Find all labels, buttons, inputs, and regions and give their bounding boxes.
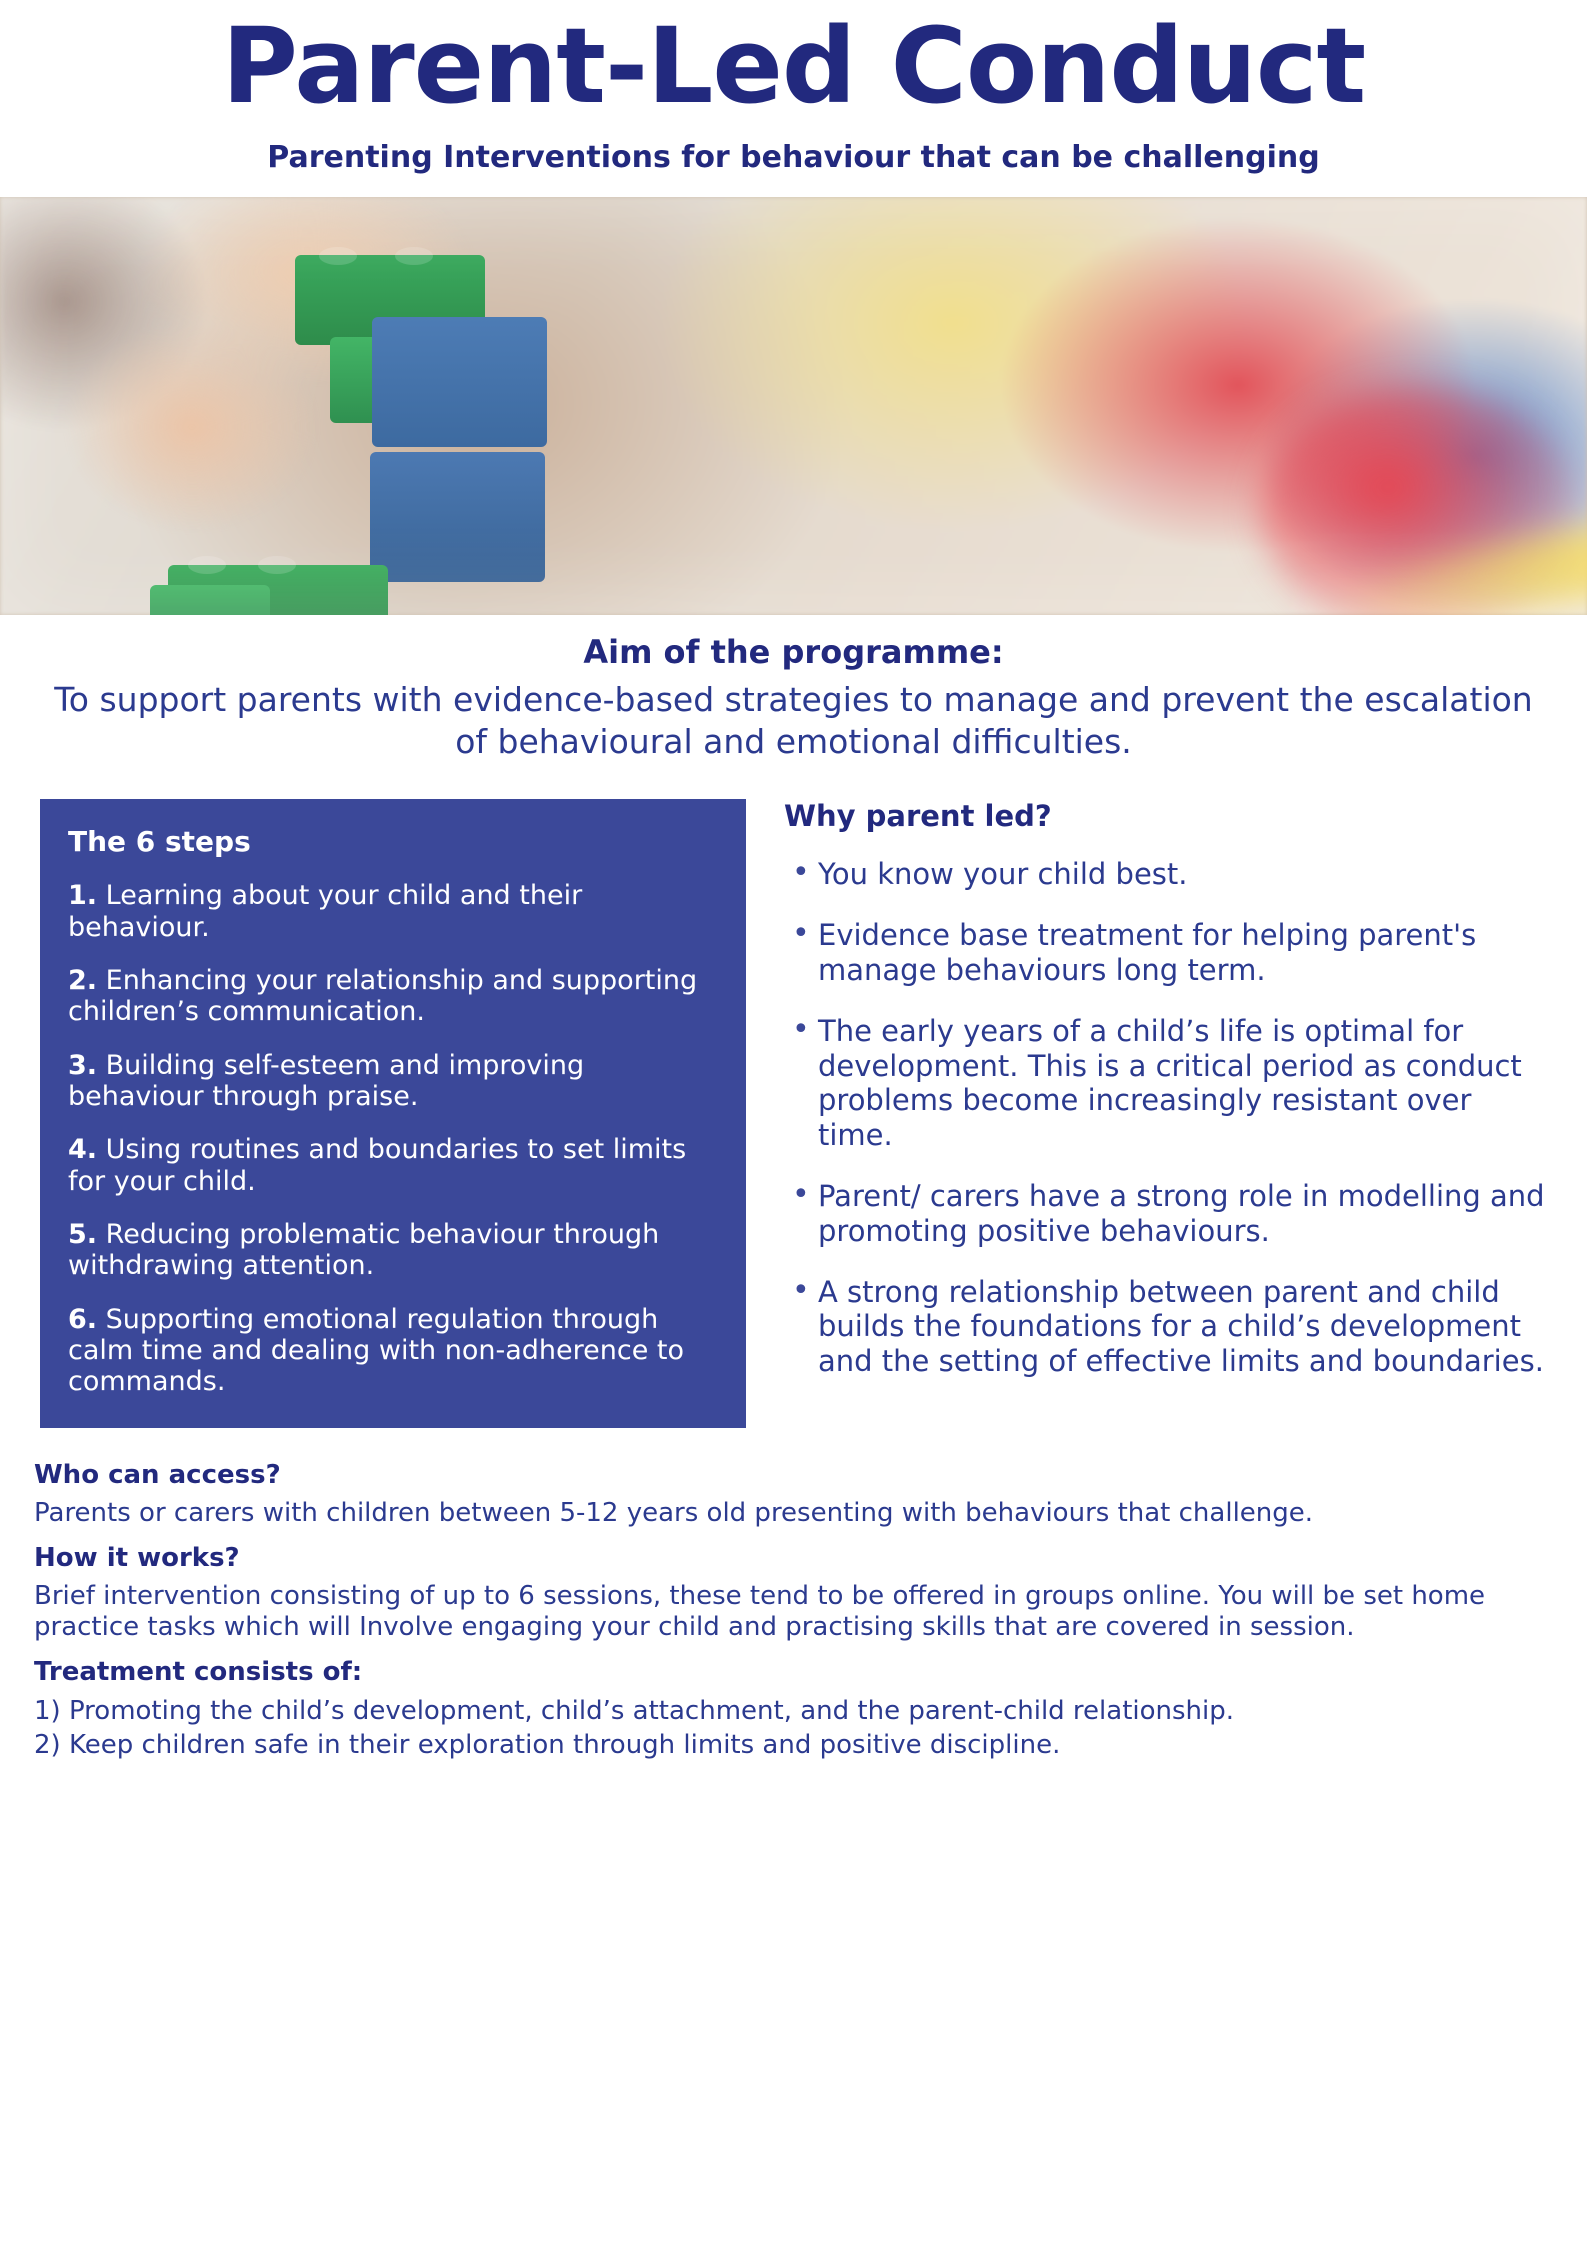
why-parent-led-panel	[746, 799, 1549, 1405]
list-item: • A strong relationship between parent and child builds the foundations for a child’s development and the setting of effective limits and boundaries.	[784, 1275, 1549, 1379]
main-two-column	[0, 799, 1587, 1427]
list-item: • Evidence base treatment for helping parent's manage behaviours long term.	[784, 918, 1549, 988]
step-number: 6.	[68, 1303, 98, 1335]
step-number: 1.	[68, 880, 98, 912]
who-can-access-heading: Who can access?	[34, 1459, 281, 1490]
treatment-line: 2) Keep children safe in their exploration through limits and positive discipline.	[34, 1729, 1061, 1760]
step-text: Enhancing your relationship and supporting children’s communication.	[68, 965, 698, 1028]
step-number: 5.	[68, 1218, 98, 1250]
who-can-access-body: Parents or carers with children between 5-12 years old presenting with behaviours that challenge.	[34, 1497, 1314, 1528]
list-item: • The early years of a child’s life is optimal for development. This is a critical period as conduct problems become increasingly resistant over time.	[784, 1014, 1549, 1153]
why-parent-led-list	[784, 857, 1549, 1379]
step-item	[68, 965, 718, 1028]
step-item	[68, 1219, 718, 1282]
hero-image	[0, 197, 1587, 615]
step-item	[68, 1304, 718, 1398]
step-item	[68, 1134, 718, 1197]
step-item	[68, 1050, 718, 1113]
hero-vignette	[0, 197, 1587, 615]
treatment-line: 1) Promoting the child’s development, child’s attachment, and the parent-child relationship.	[34, 1696, 1235, 1727]
aim-body: To support parents with evidence-based strategies to manage and prevent the escalation of behavioural and emotional difficulties.	[54, 680, 1533, 762]
step-text: Using routines and boundaries to set limits for your child.	[68, 1134, 687, 1197]
bottom-sections	[0, 1428, 1587, 1763]
page-title: Parent-Led Conduct	[221, 5, 1366, 127]
list-item: • You know your child best.	[784, 857, 1549, 892]
step-number: 2.	[68, 965, 98, 997]
step-text: Learning about your child and their behaviour.	[68, 880, 583, 943]
how-it-works-body: Brief intervention consisting of up to 6 sessions, these tend to be offered in groups online. You will be set home practice tasks which will Involve engaging your child and practising skills that are covered in session.	[34, 1580, 1486, 1642]
step-number: 3.	[68, 1049, 98, 1081]
treatment-heading: Treatment consists of:	[34, 1657, 363, 1688]
six-steps-panel	[40, 799, 746, 1427]
step-text: Building self-esteem and improving behaviour through praise.	[68, 1049, 585, 1113]
six-steps-title: The 6 steps	[68, 825, 251, 859]
step-item	[68, 880, 718, 943]
page-subtitle: Parenting Interventions for behaviour that can be challenging	[267, 140, 1320, 175]
list-item: • Parent/ carers have a strong role in modelling and promoting positive behaviours.	[784, 1179, 1549, 1249]
how-it-works-heading: How it works?	[34, 1542, 240, 1573]
aim-heading: Aim of the programme:	[583, 633, 1004, 671]
step-text: Supporting emotional regulation through calm time and dealing with non-adherence to commands.	[68, 1303, 685, 1398]
step-number: 4.	[68, 1134, 98, 1166]
step-text: Reducing problematic behaviour through withdrawing attention.	[68, 1218, 660, 1282]
why-parent-led-title: Why parent led?	[784, 799, 1052, 834]
